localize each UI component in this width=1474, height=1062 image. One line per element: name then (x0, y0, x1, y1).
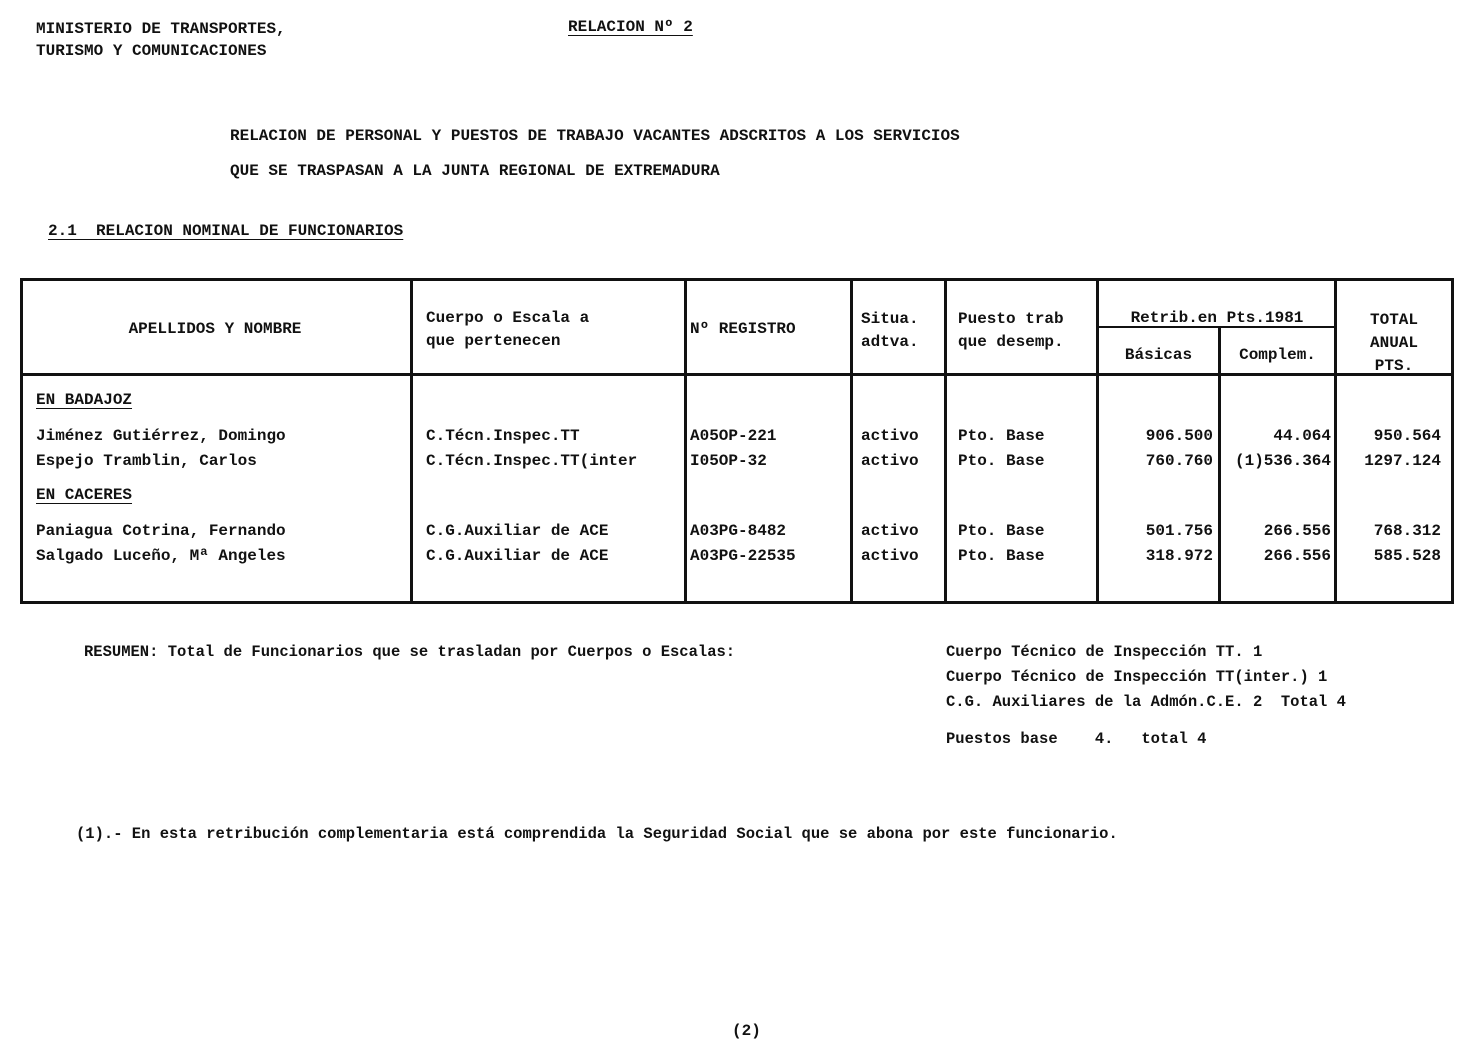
cell-complem: 266.556 (1263, 522, 1331, 540)
table-rule (410, 278, 413, 604)
cell-basicas: 501.756 (1145, 522, 1213, 540)
summary-line: C.G. Auxiliares de la Admón.C.E. 2 Total 4 (946, 693, 1346, 711)
cell-basicas: 318.972 (1145, 547, 1213, 565)
summary-line: Cuerpo Técnico de Inspección TT. 1 (946, 643, 1263, 661)
cell-name: Jiménez Gutiérrez, Domingo (36, 427, 286, 445)
section-heading: 2.1 RELACION NOMINAL DE FUNCIONARIOS (48, 222, 404, 240)
cell-basicas: 760.760 (1145, 452, 1213, 470)
cell-total: 1297.124 (1364, 452, 1441, 470)
cell-puesto: Pto. Base (958, 547, 1045, 565)
header-total: TOTAL (1369, 311, 1418, 329)
header-puesto: Puesto trab (958, 310, 1064, 328)
header-situa: Situa. (861, 310, 919, 328)
table-rule (20, 601, 1454, 604)
cell-name: Salgado Luceño, Mª Angeles (36, 547, 286, 565)
header-name: APELLIDOS Y NOMBRE (128, 320, 302, 338)
summary-line: Puestos base 4. total 4 (946, 730, 1207, 748)
cell-situa: activo (861, 547, 919, 565)
table-rule (944, 278, 947, 604)
cell-total: 585.528 (1373, 547, 1441, 565)
cell-puesto: Pto. Base (958, 522, 1045, 540)
cell-total: 768.312 (1373, 522, 1441, 540)
header-basicas: Básicas (1124, 346, 1193, 364)
group-label: EN CACERES (36, 486, 133, 504)
cell-puesto: Pto. Base (958, 452, 1045, 470)
cell-registro: A03PG-22535 (690, 547, 796, 565)
cell-registro: A05OP-221 (690, 427, 777, 445)
header-retrib: Retrib.en Pts.1981 (1130, 309, 1304, 327)
cell-registro: A03PG-8482 (690, 522, 787, 540)
cell-complem: (1)536.364 (1234, 452, 1331, 470)
cell-registro: I05OP-32 (690, 452, 767, 470)
cell-cuerpo: C.G.Auxiliar de ACE (426, 547, 609, 565)
cell-name: Paniagua Cotrina, Fernando (36, 522, 286, 540)
table-rule (850, 278, 853, 604)
cell-situa: activo (861, 522, 919, 540)
table-rule (20, 278, 1454, 281)
header-cuerpo-2: que pertenecen (426, 332, 561, 350)
cell-situa: activo (861, 452, 919, 470)
cell-basicas: 906.500 (1145, 427, 1213, 445)
table-rule (684, 278, 687, 604)
cell-puesto: Pto. Base (958, 427, 1045, 445)
group-label: EN BADAJOZ (36, 391, 133, 409)
table-rule (1451, 278, 1454, 604)
cell-cuerpo: C.Técn.Inspec.TT (426, 427, 580, 445)
header-puesto-2: que desemp. (958, 333, 1064, 351)
title-line2: QUE SE TRASPASAN A LA JUNTA REGIONAL DE EXTREMADURA (230, 162, 720, 180)
summary-line: Cuerpo Técnico de Inspección TT(inter.) 1 (946, 668, 1328, 686)
header-total-2: ANUAL (1369, 334, 1418, 352)
ministry-line1: MINISTERIO DE TRANSPORTES, (36, 20, 286, 38)
table-rule (20, 373, 1454, 376)
cell-cuerpo: C.Técn.Inspec.TT(inter (426, 452, 638, 470)
cell-situa: activo (861, 427, 919, 445)
footnote: (1).- En esta retribución complementaria está comprendida la Seguridad Social que se abona por este funcionario. (76, 825, 1118, 843)
header-cuerpo: Cuerpo o Escala a (426, 309, 590, 327)
cell-complem: 266.556 (1263, 547, 1331, 565)
page-number: (2) (732, 1022, 761, 1040)
title-line1: RELACION DE PERSONAL Y PUESTOS DE TRABAJO VACANTES ADSCRITOS A LOS SERVICIOS (230, 127, 960, 145)
relation-label: RELACION Nº 2 (568, 18, 693, 36)
header-total-3: PTS. (1374, 357, 1414, 375)
header-situa-2: adtva. (861, 333, 919, 351)
cell-total: 950.564 (1373, 427, 1441, 445)
cell-cuerpo: C.G.Auxiliar de ACE (426, 522, 609, 540)
cell-name: Espejo Tramblin, Carlos (36, 452, 257, 470)
summary-label: RESUMEN: Total de Funcionarios que se trasladan por Cuerpos o Escalas: (84, 643, 736, 661)
header-complem: Complem. (1239, 346, 1316, 364)
ministry-line2: TURISMO Y COMUNICACIONES (36, 42, 267, 60)
cell-complem: 44.064 (1273, 427, 1331, 445)
header-registro: Nº REGISTRO (690, 320, 796, 338)
